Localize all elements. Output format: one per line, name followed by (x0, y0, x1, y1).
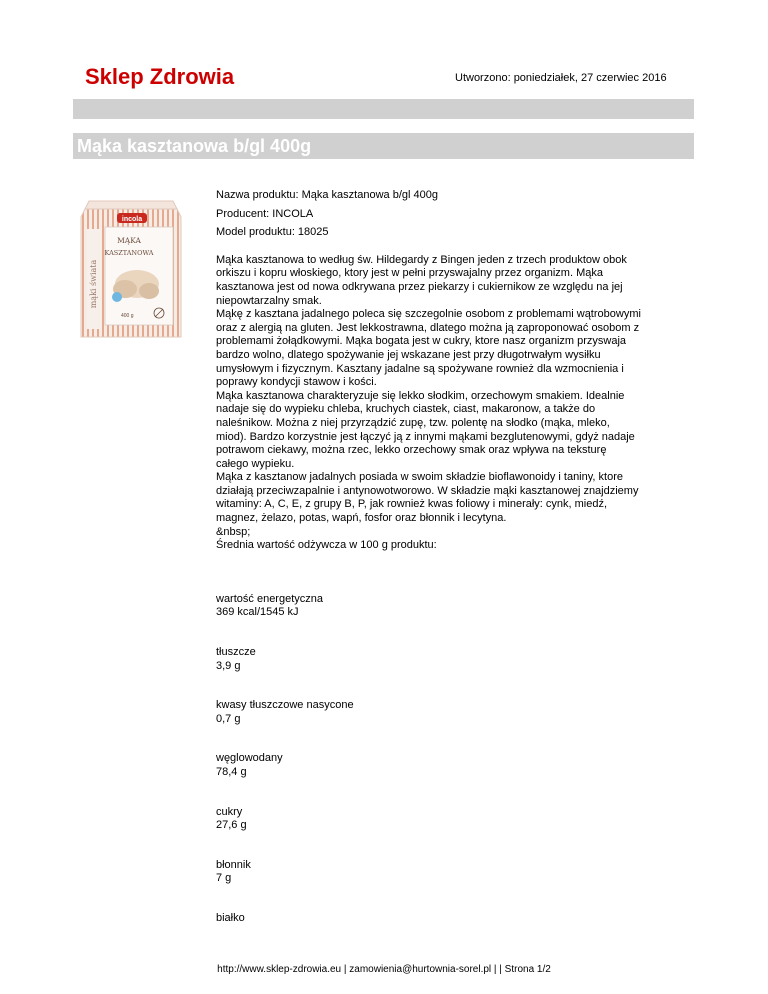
nutrition-label: węglowodany (216, 752, 283, 765)
nutrition-value: 7 g (216, 872, 232, 885)
nutrition-label: błonnik (216, 858, 251, 871)
nutrition-label: tłuszcze (216, 646, 256, 659)
product-title: Mąka kasztanowa b/gl 400g (77, 136, 312, 156)
product-image (77, 189, 185, 340)
product-model-line: Model produktu: 18025 (216, 226, 329, 239)
product-title-bar (73, 133, 694, 159)
page-footer: http://www.sklep-zdrowia.eu | zamowienia@hurtownia-sorel.pl | | Strona 1/2 (217, 964, 551, 975)
product-producer-line: Producent: INCOLA (216, 207, 314, 220)
nutrition-item (216, 806, 676, 859)
product-box-illustration (77, 189, 185, 340)
nutrition-item (216, 859, 676, 912)
nutrition-value: 27,6 g (216, 819, 247, 832)
nutrition-value: 369 kcal/1545 kJ (216, 606, 299, 619)
product-content (216, 189, 676, 965)
nutrition-item (216, 699, 676, 752)
box-side-text: mąki świata (89, 259, 98, 309)
box-weight: 400 g (121, 313, 134, 319)
blue-label-icon (112, 292, 122, 302)
nutrition-value: 0,7 g (216, 712, 241, 725)
nutrition-label: cukry (216, 805, 243, 818)
box-title-line1: MĄKA (117, 236, 141, 245)
box-title-line2: KASZTANOWA (104, 249, 154, 257)
nutrition-label: kwasy tłuszczowe nasycone (216, 699, 354, 712)
nutrition-list (216, 593, 676, 965)
product-name-line: Nazwa produktu: Mąka kasztanowa b/gl 400g (216, 189, 438, 201)
nutrition-item (216, 752, 676, 805)
product-description: Mąka kasztanowa to według św. Hildegardy z Bingen jeden z trzech produktow obok orkiszu i kopru włoskiego, ktory jest w pełni przyswajalny przez organizm. Mąka kasztanowa jest od nowa odkrywana przez piekarzy i cukiernikow ze względu na jej niepowtarzalny smak. Mąkę z kasztana jadalnego poleca się szczegolnie osobom z problemami wątrobowymi oraz z alergią na gluten. Jest lekkostrawna, dlatego można ją zaproponować osobom z problemami żołądkowymi. Mąka bogata jest w cukry, ktore nasz organizm przyswaja bardzo wolno, dlatego spożywanie jej wskazane jest przy długotrwałym wysiłku umysłowym i fizycznym. Kasztany jadalne są spożywane rownież dla wzmocnienia i poprawy kondycji stawow i kości. Mąka kasztanowa charakteryzuje się lekko słodkim, orzechowym smakiem. Idealnie nadaje się do wypieku chleba, kruchych ciastek, ciast, makaronow, a także do naleśnikow. Można z niej przyrządzić zupę, tzw. polentę na słodko (mąka, mleko, miod). Bardzo korzystnie jest łączyć ją z innymi mąkami bezglutenowymi, gdyż nadaje potrawom ciekawy, można rzec, lekko orzechowy smak oraz wpływa na teksturę całego wypieku. Mąka z kasztanow jadalnych posiada w swoim składzie bioflawonoidy i taniny, ktore działają przeciwzapalnie i antynowotworowo. W składzie mąki kasztanowej znajdziemy witaminy: A, C, E, z grupy B, P, jak rownież kwas foliowy i minerały: cynk, miedź, magnez, żelazo, potas, wapń, fosfor oraz błonnik i lecytyna. &nbsp; Średnia wartość odżywcza w 100 g produktu: (216, 253, 641, 552)
nutrition-item (216, 593, 676, 646)
brand-badge-text: incola (121, 216, 143, 223)
created-date: Utworzono: poniedziałek, 27 czerwiec 2016 (455, 72, 667, 84)
nutrition-label: wartość energetyczna (216, 592, 323, 605)
nutrition-value: 78,4 g (216, 766, 247, 778)
nutrition-value: 3,9 g (216, 659, 241, 672)
store-brand: Sklep Zdrowia (85, 64, 235, 89)
header-bar (73, 99, 694, 119)
nutrition-item (216, 912, 676, 965)
nutrition-item (216, 646, 676, 699)
nutrition-label: białko (216, 911, 245, 924)
